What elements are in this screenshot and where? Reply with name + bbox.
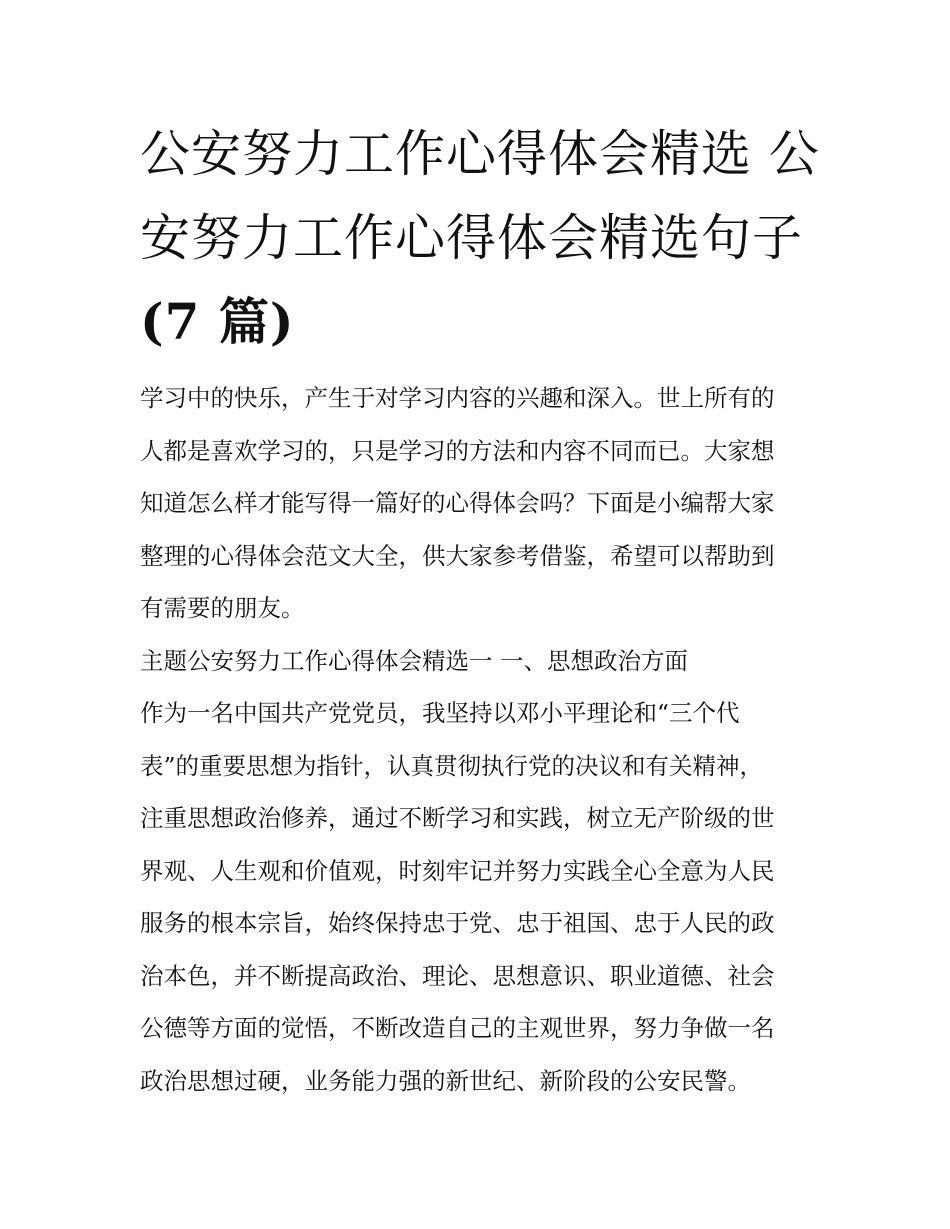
section-heading	[140, 635, 820, 688]
document-page	[140, 112, 820, 1107]
intro-paragraph	[140, 372, 820, 635]
title-line-3: (7 篇)	[140, 292, 295, 351]
section-line-8: 政治思想过硬，业务能力强的新世纪、新阶段的公安民警。	[140, 1066, 751, 1095]
section-heading-text: 主题公安努力工作心得体会精选一 一、思想政治方面	[140, 646, 688, 675]
document-body	[140, 372, 820, 1107]
section-line-4: 界观、人生观和价值观，时刻牢记并努力实践全心全意为人民	[140, 856, 775, 885]
section-paragraph	[140, 687, 820, 1107]
intro-line-1: 学习中的快乐，产生于对学习内容的兴趣和深入。世上所有的	[140, 384, 775, 412]
section-line-6: 治本色，并不断提高政治、理论、思想意识、职业道德、社会	[140, 961, 775, 990]
title-line-2: 安努力工作心得体会精选句子	[140, 209, 803, 267]
document-title	[140, 112, 820, 364]
section-line-3: 注重思想政治修养，通过不断学习和实践，树立无产阶级的世	[140, 804, 775, 832]
section-line-1: 作为一名中国共产党党员，我坚持以邓小平理论和“三个代	[140, 699, 740, 727]
intro-line-5: 有需要的朋友。	[140, 594, 305, 622]
section-line-2: 表”的重要思想为指针，认真贯彻执行党的决议和有关精神，	[140, 751, 764, 780]
intro-line-4: 整理的心得体会范文大全，供大家参考借鉴，希望可以帮助到	[140, 541, 775, 570]
section-line-5: 服务的根本宗旨，始终保持忠于党、忠于祖国、忠于人民的政	[140, 909, 775, 937]
intro-line-2: 人都是喜欢学习的，只是学习的方法和内容不同而已。大家想	[140, 436, 775, 465]
intro-line-3: 知道怎么样才能写得一篇好的心得体会吗？下面是小编帮大家	[140, 489, 775, 517]
section-line-7: 公德等方面的觉悟，不断改造自己的主观世界，努力争做一名	[140, 1014, 775, 1042]
title-line-1: 公安努力工作心得体会精选 公	[140, 125, 820, 183]
